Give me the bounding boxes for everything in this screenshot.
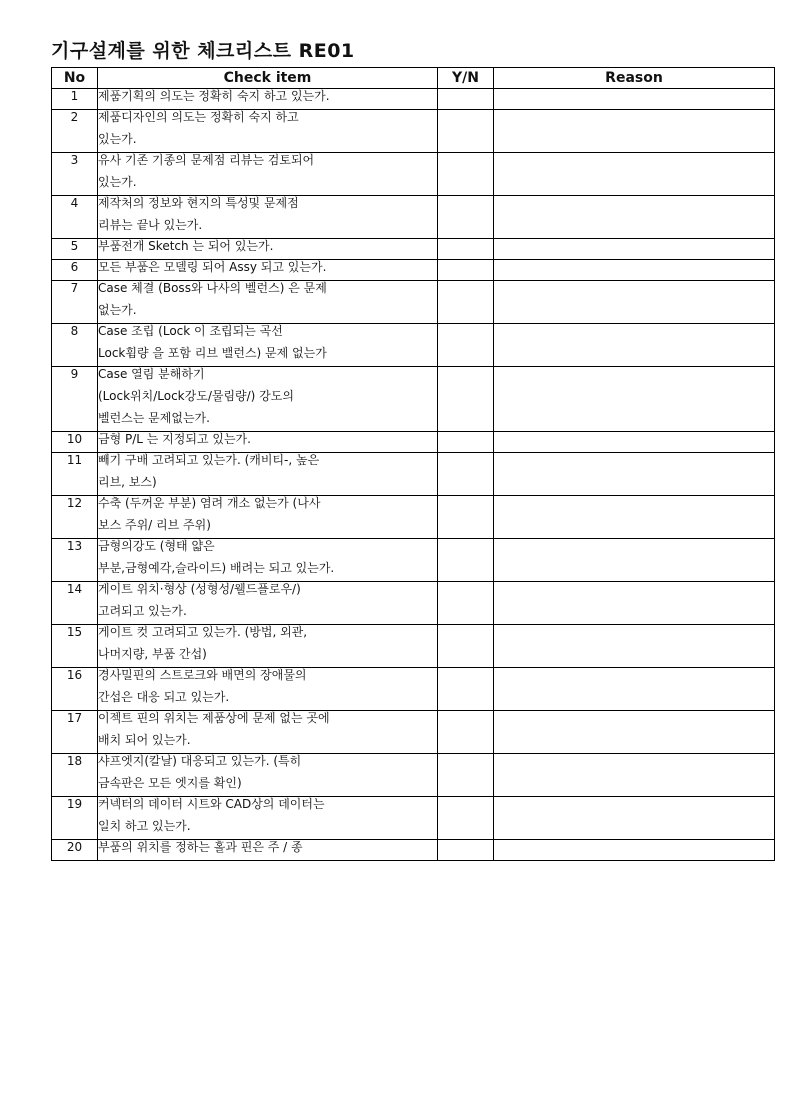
row-number: 6 [52,260,98,281]
check-item-cell [98,110,438,153]
row-number: 17 [52,711,98,754]
check-item-cell [98,153,438,196]
check-item-cell [98,840,438,861]
check-item-text: 있는가. [98,131,137,146]
yn-cell[interactable] [438,668,494,711]
reason-cell[interactable] [494,711,775,754]
check-item-text: 보스 주위/ 리브 주위) [98,517,211,532]
row-number: 4 [52,196,98,239]
check-item-text: 게이트 컷 고려되고 있는가. (방법, 외관, [98,625,308,639]
yn-cell[interactable] [438,840,494,861]
reason-cell[interactable] [494,89,775,110]
check-item-cell [98,281,438,324]
check-item-text: 고려되고 있는가. [98,603,187,618]
checklist-table [51,67,775,861]
row-number: 5 [52,239,98,260]
check-item-text: 있는가. [98,174,137,189]
yn-cell[interactable] [438,281,494,324]
check-item-text: 금형 P/L 는 지정되고 있는가. [98,432,251,446]
check-item-text: 리브, 보스) [98,474,157,489]
check-item-text: 게이트 위치·형상 (성형성/웰드플로우/) [98,582,301,596]
check-item-text: 간섭은 대응 되고 있는가. [98,689,230,704]
row-number: 2 [52,110,98,153]
reason-cell[interactable] [494,582,775,625]
table-row [52,110,775,153]
reason-cell[interactable] [494,754,775,797]
row-number: 7 [52,281,98,324]
table-row [52,668,775,711]
row-number: 1 [52,89,98,110]
check-item-text: 나머지량, 부품 간섭) [98,646,207,661]
row-number: 11 [52,453,98,496]
table-row [52,153,775,196]
header-check-item: Check item [98,68,438,89]
row-number: 14 [52,582,98,625]
header-no: No [52,68,98,89]
yn-cell[interactable] [438,496,494,539]
reason-cell[interactable] [494,281,775,324]
reason-cell[interactable] [494,432,775,453]
yn-cell[interactable] [438,539,494,582]
table-row [52,582,775,625]
header-reason: Reason [494,68,775,89]
check-item-text: (Lock위치/Lock강도/물림량/) 강도의 [98,388,294,403]
yn-cell[interactable] [438,625,494,668]
header-yn: Y/N [438,68,494,89]
check-item-text: 수축 (두꺼운 부분) 염려 개소 없는가 (나사 [98,496,321,510]
table-row [52,711,775,754]
yn-cell[interactable] [438,196,494,239]
checklist-rows [52,89,775,861]
check-item-text: 부품의 위치를 정하는 홀과 핀은 주 / 종 [98,840,303,854]
check-item-text: 이젝트 핀의 위치는 제품상에 문제 없는 곳에 [98,711,330,725]
row-number: 18 [52,754,98,797]
row-number: 13 [52,539,98,582]
yn-cell[interactable] [438,453,494,496]
yn-cell[interactable] [438,260,494,281]
check-item-cell [98,582,438,625]
reason-cell[interactable] [494,239,775,260]
check-item-text: 경사밀핀의 스트로크와 배면의 장애물의 [98,668,307,682]
check-item-text: 배치 되어 있는가. [98,732,191,747]
table-row [52,539,775,582]
check-item-text: 모든 부품은 모델링 되어 Assy 되고 있는가. [98,260,327,274]
reason-cell[interactable] [494,367,775,432]
yn-cell[interactable] [438,153,494,196]
check-item-text: 금형의강도 (형태 얇은 [98,539,215,553]
reason-cell[interactable] [494,668,775,711]
check-item-text: 금속판은 모든 엣지를 확인) [98,775,242,790]
row-number: 19 [52,797,98,840]
check-item-cell [98,496,438,539]
yn-cell[interactable] [438,89,494,110]
reason-cell[interactable] [494,196,775,239]
row-number: 10 [52,432,98,453]
table-row [52,367,775,432]
yn-cell[interactable] [438,754,494,797]
table-row [52,797,775,840]
check-item-text: Lock휨량 을 포함 리브 밸런스) 문제 없는가 [98,345,327,360]
yn-cell[interactable] [438,324,494,367]
reason-cell[interactable] [494,797,775,840]
check-item-text: Case 열림 분해하기 [98,367,205,381]
reason-cell[interactable] [494,625,775,668]
yn-cell[interactable] [438,367,494,432]
check-item-text: 벨런스는 문제없는가. [98,410,210,425]
check-item-cell [98,668,438,711]
reason-cell[interactable] [494,110,775,153]
check-item-text: 빼기 구배 고려되고 있는가. (캐비티-, 높은 [98,453,320,467]
reason-cell[interactable] [494,153,775,196]
yn-cell[interactable] [438,432,494,453]
table-row [52,453,775,496]
check-item-text: 샤프엣지(칼날) 대응되고 있는가. (특히 [98,754,302,768]
table-row [52,496,775,539]
check-item-text: 제품디자인의 의도는 정확히 숙지 하고 [98,110,299,124]
check-item-text: 일치 하고 있는가. [98,818,191,833]
yn-cell[interactable] [438,239,494,260]
check-item-text: 커넥터의 데이터 시트와 CAD상의 데이터는 [98,797,325,811]
check-item-text: 제작처의 정보와 현지의 특성및 문제점 [98,196,299,210]
reason-cell[interactable] [494,324,775,367]
check-item-cell [98,625,438,668]
check-item-cell [98,324,438,367]
check-item-cell [98,196,438,239]
table-row [52,281,775,324]
check-item-text: 부분,금형예각,슬라이드) 배려는 되고 있는가. [98,560,335,575]
reason-cell[interactable] [494,453,775,496]
table-row [52,840,775,861]
check-item-cell [98,711,438,754]
reason-cell[interactable] [494,260,775,281]
check-item-cell [98,367,438,432]
check-item-text: 없는가. [98,302,137,317]
row-number: 8 [52,324,98,367]
table-row [52,754,775,797]
row-number: 9 [52,367,98,432]
yn-cell[interactable] [438,110,494,153]
check-item-text: 리뷰는 끝나 있는가. [98,217,203,232]
check-item-text: Case 조립 (Lock 이 조립되는 곡선 [98,324,283,338]
check-item-cell [98,453,438,496]
row-number: 3 [52,153,98,196]
table-row [52,324,775,367]
yn-cell[interactable] [438,711,494,754]
yn-cell[interactable] [438,582,494,625]
row-number: 15 [52,625,98,668]
page-title: 기구설계를 위한 체크리스트 RE01 [51,40,355,62]
check-item-text: 제품기획의 의도는 정확히 숙지 하고 있는가. [98,89,330,103]
check-item-cell [98,754,438,797]
check-item-cell [98,539,438,582]
reason-cell[interactable] [494,539,775,582]
check-item-text: 부품전개 Sketch 는 되어 있는가. [98,239,274,253]
row-number: 12 [52,496,98,539]
yn-cell[interactable] [438,797,494,840]
reason-cell[interactable] [494,496,775,539]
check-item-text: Case 체결 (Boss와 나사의 벨런스) 은 문제 [98,281,327,295]
reason-cell[interactable] [494,840,775,861]
check-item-text: 유사 기존 기종의 문제점 리뷰는 검토되어 [98,153,315,167]
check-item-cell [98,797,438,840]
row-number: 20 [52,840,98,861]
table-row [52,625,775,668]
row-number: 16 [52,668,98,711]
table-row [52,196,775,239]
